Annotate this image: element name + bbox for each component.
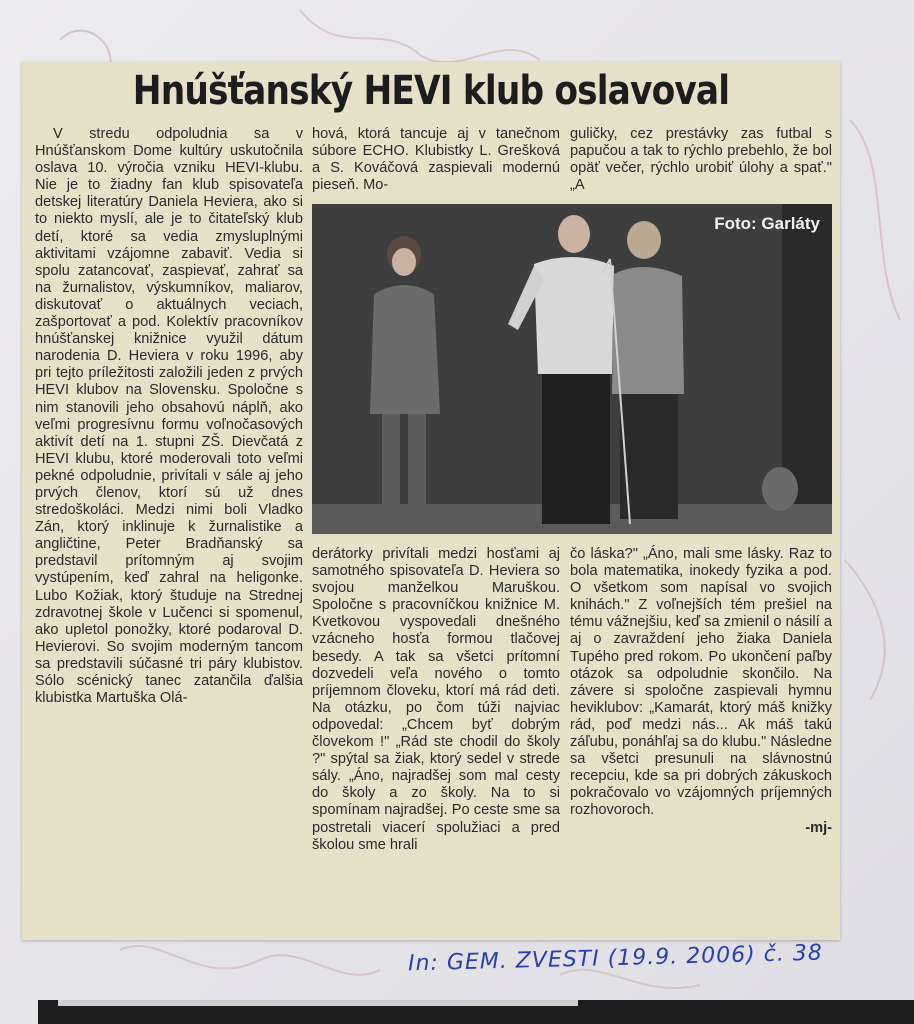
stage-photo-drawing	[312, 204, 832, 534]
column-2-top	[312, 126, 560, 194]
author-signature: -mj-	[805, 819, 832, 836]
paragraph: guličky, cez prestávky zas futbal s papučou a tak to rýchlo prebehlo, že bol opäť večer, rýchlo urobiť úlohy a spať." „A	[570, 126, 832, 194]
paragraph: čo láska?" „Áno, mali sme lásky. Raz to bola matematika, inokedy fyzika a pod. O všetkom som napísal vo svojich knihách." Z voľnejších tém prešiel na tému vážnejšiu, keď sa zmienil o násilí a aj o zavraždení jeho žiaka Daniela Tupého pred rokom. Po ukončení paľby otázok sa odpoludnie skončilo. Na závere si spoločne zaspievali hymnu heviklubov: „Kamarát, ktorý máš knižky rád, poď medzi nás... Ak máš takú záľubu, ponáhľaj sa do klubu." Následne sa všetci presunuli na slávnostnú recepciu, kde sa pri dobrých zákuskoch pokračovalo vo vzájomných príjemných rozhovoroch.	[570, 546, 832, 819]
headline: Hnúšťanský HEVI klub oslavoval	[132, 68, 730, 114]
column-3-bottom	[570, 546, 832, 837]
paragraph: derátorky privítali medzi hosťami aj samotného spisovateľa D. Heviera so svojou manželkou Maruškou. Spoločne s pracovníčkou knižnice M. Kvetkovou vyspovedali dnešného vzácneho hosťa formou tlačovej besedy. A tak sa všetci prítomní dozvedeli veľa nového o tomto príjemnom človeku, ktorí má rád deti. Na otázku, po čom túži najviac odpovedal: „Chcem byť dobrým človekom !" „Rád ste chodil do školy ?" spýtal sa žiak, ktorý sedel v strede sály. „Áno, najradšej som mal cesty do školy a zo školy. Na to si spomínam najradšej. Po ceste sme sa postretali viacerí spolužiaci a pred školou sme hrali	[312, 546, 560, 853]
paper-edge	[58, 1000, 578, 1006]
handwritten-source-note: In: GEM. ZVESTI (19.9. 2006) č. 38	[407, 940, 824, 977]
bottom-edge	[38, 1000, 914, 1024]
column-3-top	[570, 126, 832, 194]
newspaper-clipping	[22, 62, 840, 940]
paragraph: hová, ktorá tancuje aj v tanečnom súbore ECHO. Klubistky L. Grešková a S. Kováčová zaspievali modernú pieseň. Mo-	[312, 126, 560, 194]
photo-credit: Foto: Garláty	[714, 214, 820, 233]
article-photo	[312, 204, 832, 534]
column-2-bottom	[312, 546, 560, 854]
column-1	[35, 126, 303, 707]
paragraph: V stredu odpoludnia sa v Hnúšťanskom Dome kultúry uskutočnila oslava 10. výročia vzniku HEVI-klubu. Nie je to žiadny fan klub spisovateľa detskej literatúry Daniela Heviera, ako si to niekto myslí, ale je to čitateľský klub detí, ktoré sa vedia zmysluplnými aktivitami vzájomne zabaviť. Vedia si spolu zatancovať, zaspievať, zahrať sa na žurnalistov, výskumníkov, maliarov, diskutovať o aktuálnych veciach, zašportovať a pod. Kolektív pracovníkov hnúšťanskej knižnice využil dátum narodenia D. Heviera v roku 1996, aby pri tejto príležitosti založili jeden z prvých HEVI klubov na Slovensku. Spoločne s nim stanovili jeho obsahovú náplň, ako veľmi progresívnu formu voľnočasových aktivít detí na 1. stupni ZŠ. Dievčatá z HEVI klubu, ktoré moderovali toto veľmi pekné odpoludnie, privítali v sále aj jeho prvých členov, ktorí sú už dnes stredoškoláci. Medzi nimi boli Vladko Zán, ktorý inklinuje k žurnalistike a angličtine, Peter Bradňanský sa predstavil prítomným aj svojim vystúpením, keď zahral na heligonke. Lubo Kožiak, ktorý študuje na Strednej zdravotnej škole v Lučenci si spomenul, ako upletol ponožky, ktoré podaroval D. Hevierovi. So svojim moderným tancom sa predstavili súčasné tri páry klubistov. Sólo scénický tanec zatančila ďalšia klubistka Martuška Olá-	[35, 126, 303, 707]
